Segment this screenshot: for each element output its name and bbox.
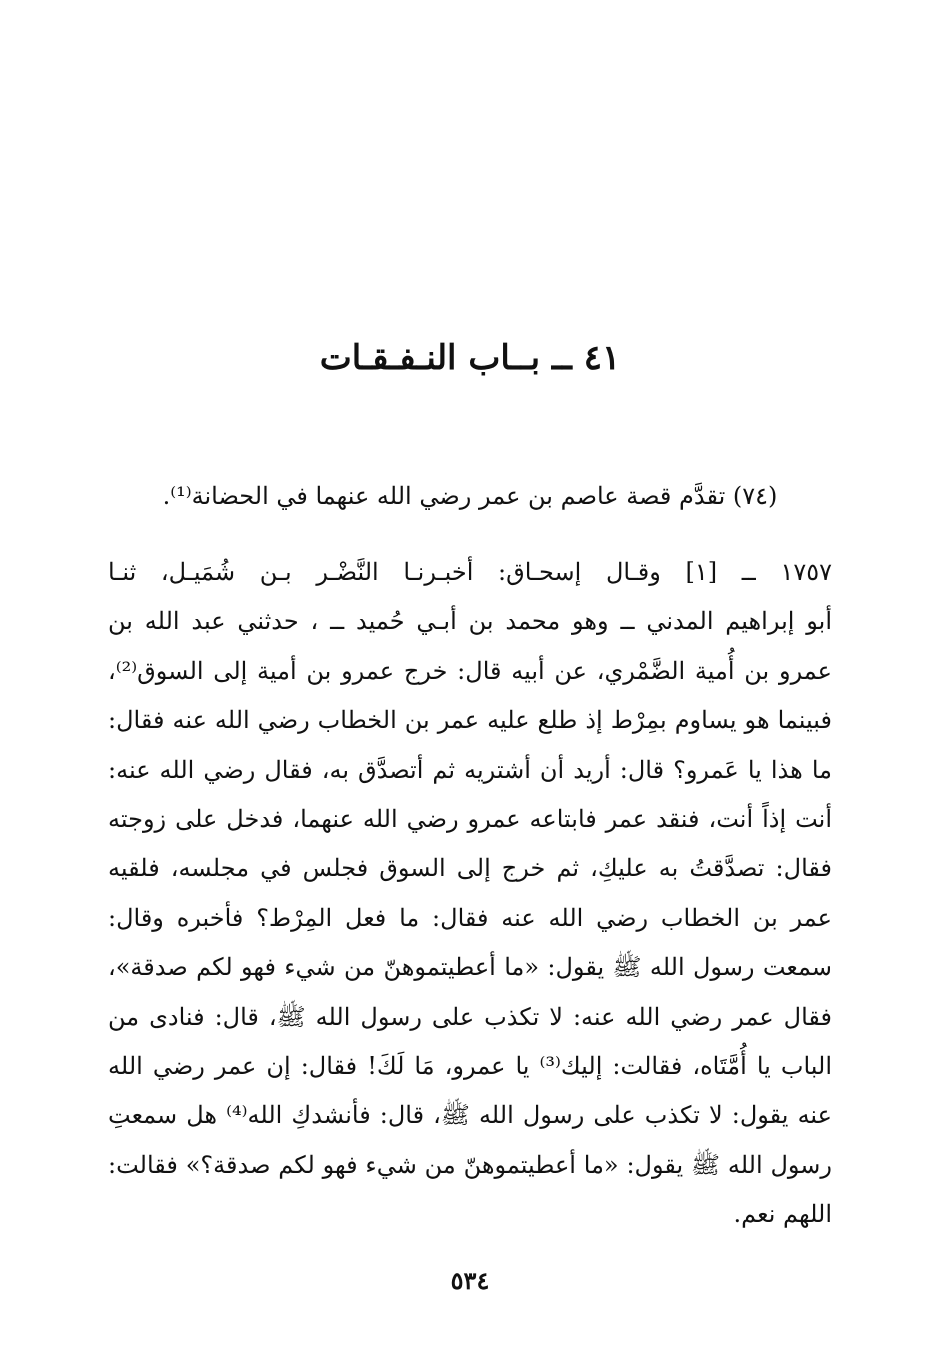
text-line: عنه يقول: لا تكذب على رسول الله ﷺ، قال: فأنشدكِ الله⁽⁴⁾ هل سمعتِ <box>108 1101 832 1130</box>
text-line: عمر بن الخطاب رضي الله عنه فقال: ما فعل المِرْط؟ فأخبره وقال: <box>108 903 832 932</box>
text-line: عمرو بن أُمية الضَّمْري، عن أبيه قال: خرج عمرو بن أمية إلى السوق⁽²⁾، <box>108 656 832 685</box>
text-line: أنت إذاً أنت، فنقد عمر فابتاعه عمرو رضي الله عنهما، فدخل على زوجته <box>108 804 832 833</box>
text-line: فقال عمر رضي الله عنه: لا تكذب على رسول الله ﷺ، قال: فنادى من <box>108 1002 832 1031</box>
text-line: فقال: تصدَّقتُ به عليكِ، ثم خرج إلى السوق فجلس في مجلسه، فلقيه <box>108 854 832 883</box>
hadith-text <box>108 548 832 1239</box>
text-line: رسول الله ﷺ يقول: «ما أعطيتموهنّ من شيء فهو لكم صدقة؟» فقالت: <box>108 1150 832 1179</box>
text-line: اللهم نعم. <box>733 1200 832 1229</box>
text-line: فبينما هو يساوم بمِرْط إذ طلع عليه عمر بن الخطاب رضي الله عنه فقال: <box>108 706 832 735</box>
text-line: الباب يا أُمَّتَاه، فقالت: إليك⁽³⁾ يا عمرو، مَا لَكَ! فقال: إن عمر رضي الله <box>108 1051 832 1080</box>
text-line: ١٧٥٧ ــ [١] وقـال إسحـاق: أخبـرنـا النَّضْـر بـن شُمَيـل، ثنـا <box>108 558 832 586</box>
text-line: أبو إبراهيم المدني ــ وهو محمد بن أبـي حُميد ــ ، حدثني عبد الله بن <box>108 607 832 636</box>
text-line: سمعت رسول الله ﷺ يقول: «ما أعطيتموهنّ من شيء فهو لكم صدقة»، <box>108 953 832 982</box>
page-number: ٥٣٤ <box>450 1266 490 1295</box>
text-line: ما هذا يا عَمرو؟ قال: أريد أن أشتريه ثم أتصدَّق به، فقال رضي الله عنه: <box>108 755 832 784</box>
chapter-heading: ٤١ ــ بــاب النـفـقـات <box>319 338 621 378</box>
cross-reference-note: (٧٤) تقدَّم قصة عاصم بن عمر رضي الله عنهما في الحضانة⁽¹⁾. <box>162 482 778 510</box>
